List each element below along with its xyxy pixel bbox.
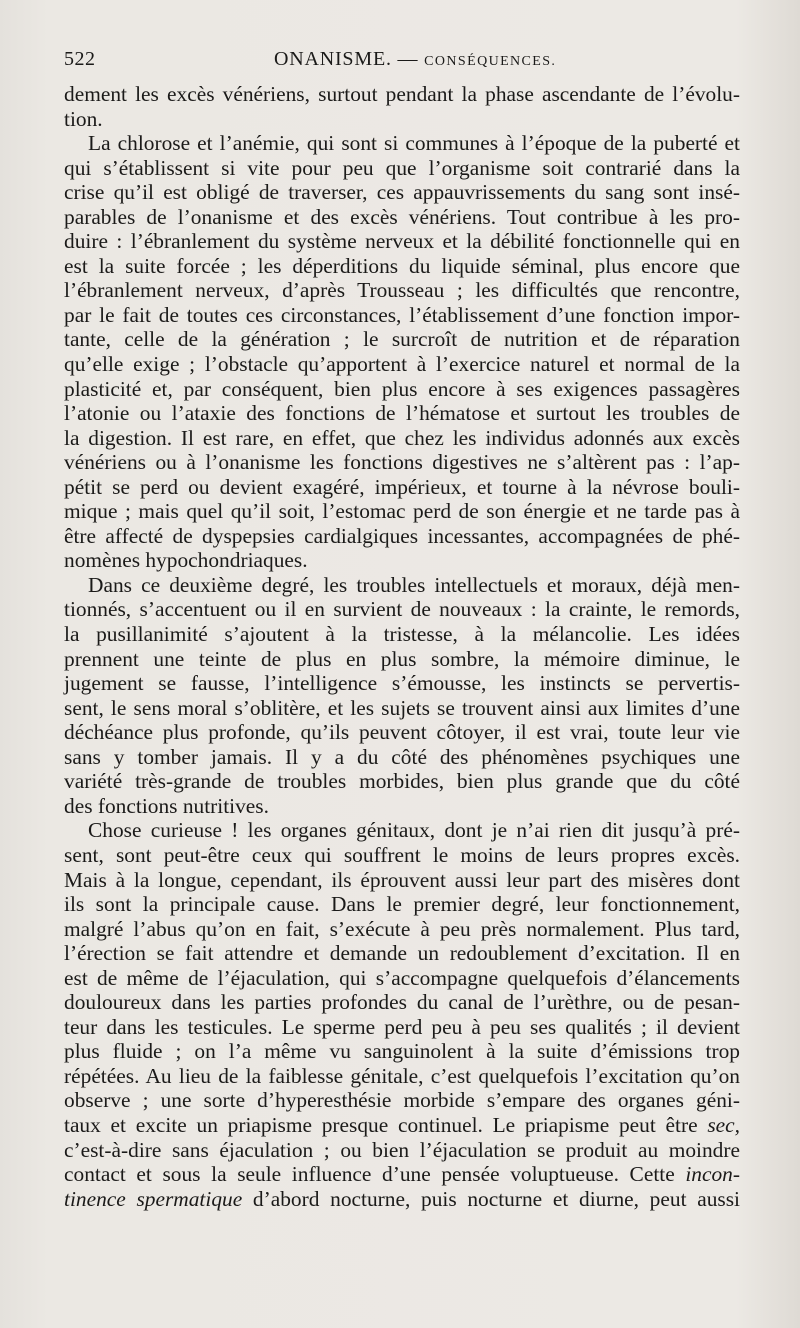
text-line: par le fait de toutes ces circonstances, l’établissement d’une fonction impor- [64, 302, 740, 327]
text-line: crise qu’il est obligé de traverser, ces appauvrissements du sang sont insé- [64, 180, 740, 205]
running-head-title: ONANISME. — [274, 48, 419, 70]
text-line: ils sont la principale cause. Dans le premier degré, leur fonctionnement, [64, 892, 740, 917]
text-segment: d’abord nocturne, puis nocturne et diurne, peut aussi [252, 1186, 740, 1211]
text-line: c’est-à-dire sans éjaculation ; ou bien l’éjaculation se produit au moindre [64, 1137, 740, 1162]
page-number: 522 [64, 48, 96, 70]
text-line: est de même de l’éjaculation, qui s’accompagne quelquefois d’élancements [64, 965, 740, 990]
text-line: tion. [64, 106, 103, 131]
text-line: plus fluide ; on l’a même vu sanguinolent à la suite d’émissions trop [64, 1039, 740, 1064]
text-line: qu’elle exige ; l’obstacle qu’apportent à l’exercice naturel et normal de la [64, 352, 740, 377]
text-line: douloureux dans les parties profondes du canal de l’urèthre, ou de pesan- [64, 990, 740, 1015]
text-segment: contact et sous la seule influence d’une pensée voluptueuse. Cette [64, 1162, 675, 1187]
text-line: est la suite forcée ; les déperditions du liquide séminal, plus encore que [64, 253, 740, 278]
text-line: dement les excès vénériens, surtout pendant la phase ascendante de l’évolu- [64, 82, 740, 106]
text-line [64, 1162, 740, 1187]
text-line: prennent une teinte de plus en plus sombre, la mémoire diminue, le [64, 646, 740, 671]
text-line: observe ; une sorte d’hyperesthésie morbide s’empare des organes géni- [64, 1088, 740, 1113]
text-line: déchéance plus profonde, qu’ils peuvent côtoyer, il est vrai, toute leur vie [64, 720, 740, 745]
text-line: plasticité et, par conséquent, bien plus encore à ses exigences passagères [64, 376, 740, 401]
text-line: duire : l’ébranlement du système nerveux et la débilité fonctionnelle qui en [64, 229, 740, 254]
text-line [64, 1113, 740, 1138]
text-line: Dans ce deuxième degré, les troubles intellectuels et moraux, déjà men- [88, 572, 740, 597]
text-line: pétit se perd ou devient exagéré, impérieux, et tourne à la névrose bouli- [64, 474, 740, 499]
text-line [64, 1187, 740, 1212]
text-line: l’érection se fait attendre et demande un redoublement d’excitation. Il en [64, 941, 740, 966]
body-text [64, 82, 740, 1211]
text-line: sent, le sens moral s’oblitère, et les sujets se trouvent ainsi aux limites d’une [64, 695, 740, 720]
text-line: nomènes hypochondriaques. [64, 548, 308, 573]
text-line: être affecté de dyspepsies cardialgiques incessantes, accompagnées de phé- [64, 523, 740, 548]
text-line: La chlorose et l’anémie, qui sont si communes à l’époque de la puberté et [88, 131, 740, 156]
text-line: jugement se fausse, l’intelligence s’émousse, les instincts se pervertis- [64, 671, 740, 696]
text-line: la digestion. Il est rare, en effet, que chez les individus adonnés aux excès [64, 425, 740, 450]
text-line: répétées. Au lieu de la faiblesse génitale, c’est quelquefois l’excitation qu’on [64, 1063, 740, 1088]
text-line: mique ; mais quel qu’il soit, l’estomac perd de son énergie et ne tarde pas à [64, 499, 740, 524]
text-line: Mais à la longue, cependant, ils éprouvent aussi leur part des misères dont [64, 867, 740, 892]
page-header [64, 48, 740, 76]
text-line: sans y tomber jamais. Il y a du côté des phénomènes psychiques une [64, 744, 740, 769]
text-line: teur dans les testicules. Le sperme perd peu à peu ses qualités ; il devient [64, 1014, 740, 1039]
text-line: Chose curieuse ! les organes génitaux, dont je n’ai rien dit jusqu’à pré- [88, 818, 740, 843]
text-line: sent, sont peut-être ceux qui souffrent le moins de leurs propres excès. [64, 842, 740, 867]
italic-term: tinence spermatique [64, 1186, 243, 1211]
running-head-subtitle: CONSÉQUENCES. [424, 54, 557, 69]
text-line: variété très-grande de troubles morbides, bien plus grande que du côté [64, 769, 740, 794]
text-line: la pusillanimité s’ajoutent à la tristesse, à la mélancolie. Les idées [64, 622, 740, 647]
italic-term: sec, [707, 1112, 740, 1137]
italic-term: incon- [685, 1162, 740, 1187]
text-line: tante, celle de la génération ; le surcroît de nutrition et de réparation [64, 327, 740, 352]
text-line: l’ébranlement nerveux, d’après Trousseau ; les difficultés que rencontre, [64, 278, 740, 303]
running-head [274, 48, 556, 71]
text-line: l’atonie ou l’ataxie des fonctions de l’hématose et surtout les troubles de [64, 401, 740, 426]
text-line: vénériens ou à l’onanisme les fonctions digestives ne s’altèrent pas : l’ap- [64, 450, 740, 475]
text-line: tionnés, s’accentuent ou il en survient de nouveaux : la crainte, le remords, [64, 597, 740, 622]
text-segment: taux et excite un priapisme presque continuel. Le priapisme peut être [64, 1112, 698, 1137]
text-line: des fonctions nutritives. [64, 793, 269, 818]
text-line: malgré l’abus qu’on en fait, s’exécute à peu près normalement. Plus tard, [64, 916, 740, 941]
text-line: parables de l’onanisme et des excès vénériens. Tout contribue à les pro- [64, 204, 740, 229]
text-line: qui s’établissent si vite pour peu que l’organisme soit contrarié dans la [64, 155, 740, 180]
